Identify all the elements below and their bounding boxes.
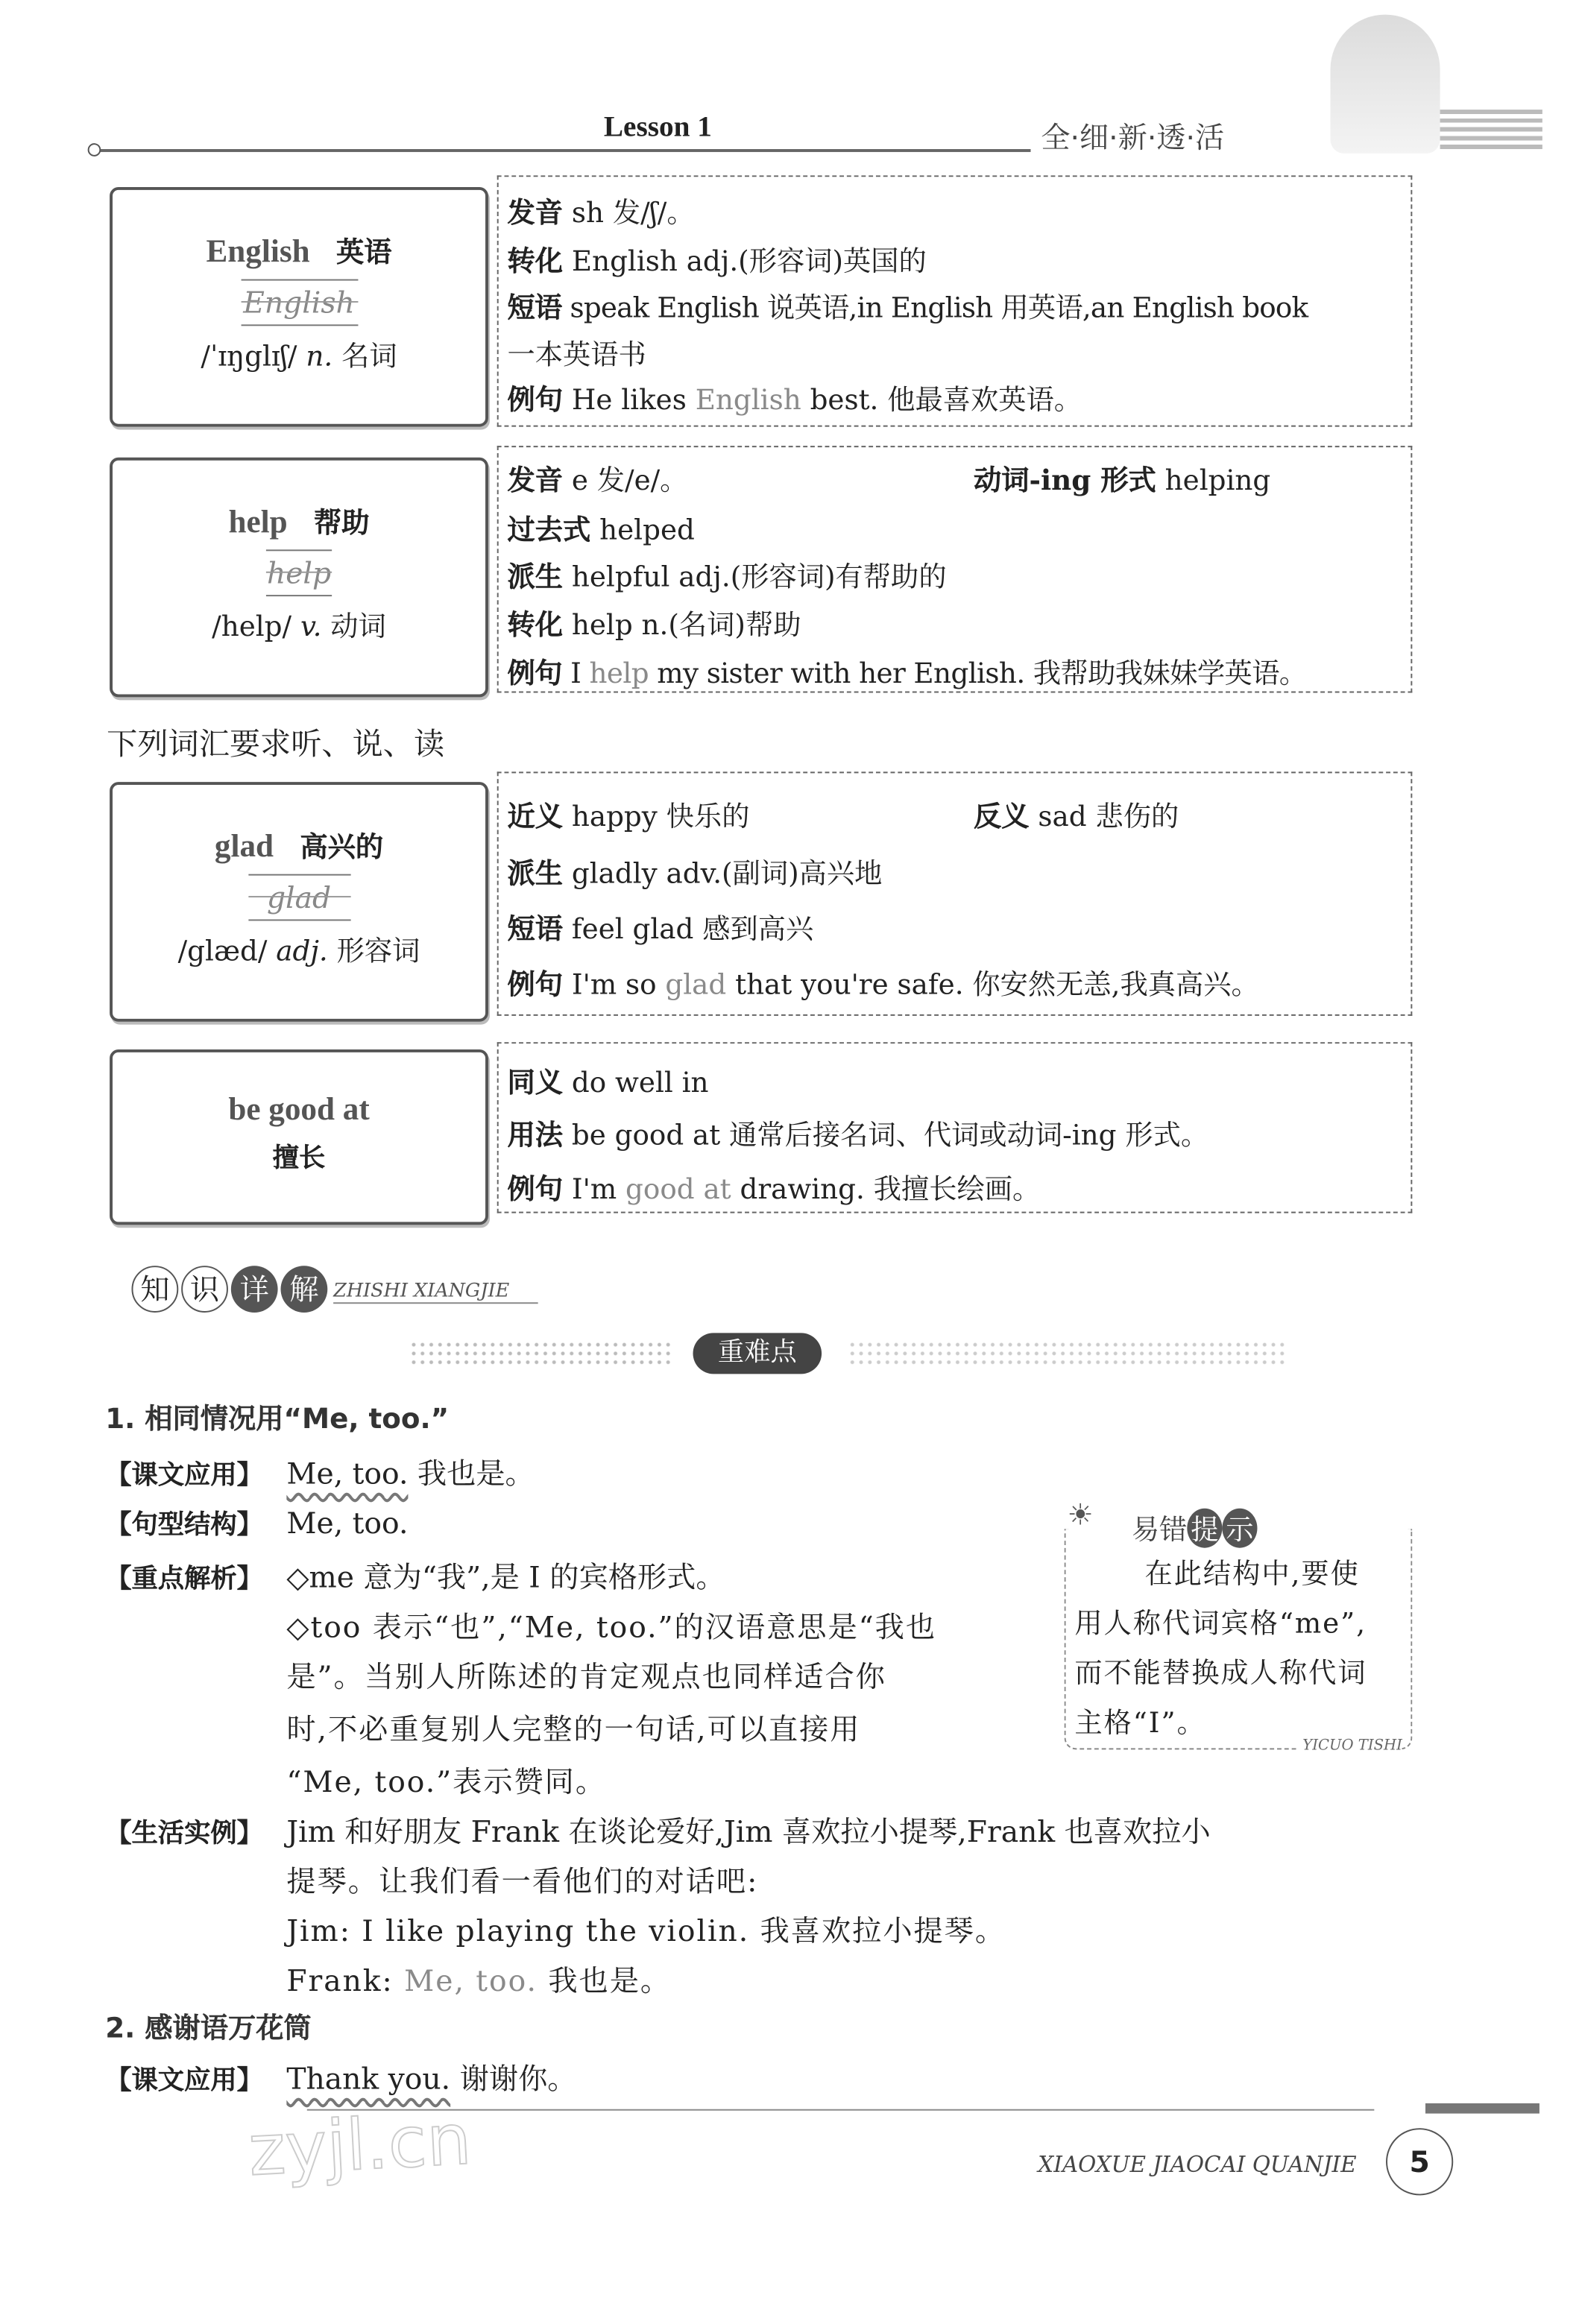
handwriting-sample: glad [248, 874, 350, 921]
example-en: Me, too. [286, 1456, 409, 1491]
section-title [131, 1266, 327, 1313]
detail-box-be-good-at [497, 1042, 1413, 1213]
label: 发音 [507, 464, 564, 497]
word-card-be-good-at [110, 1049, 488, 1225]
handwriting-sample: English [241, 280, 358, 326]
title-char: 解 [281, 1266, 328, 1313]
tip-badge: 示 [1222, 1509, 1257, 1548]
title-char: 详 [231, 1266, 278, 1313]
label: 例句 [507, 969, 564, 1002]
footer-rule [307, 2109, 1375, 2111]
text: be good at 通常后接名词、代词或动词-ing 形式。 [571, 1120, 1209, 1152]
pos: adj. [276, 935, 328, 968]
label: 发音 [507, 197, 564, 230]
dotted-band-right [848, 1340, 1286, 1366]
example-cn: 我也是。 [408, 1456, 535, 1491]
example-cn: 谢谢你。 [450, 2061, 577, 2097]
text: helpful adj.(形容词)有帮助的 [571, 561, 947, 594]
label: 派生 [507, 858, 564, 891]
tip-pinyin: YICUO TISHI [1298, 1738, 1402, 1755]
pos-cn: 名词 [341, 340, 397, 373]
text: I [570, 657, 590, 690]
text: my sister with her English. 我帮助我妹妹学英语。 [648, 657, 1307, 690]
dialogue-frank [286, 1957, 671, 2000]
label: 转化 [507, 245, 564, 278]
label: 例句 [507, 657, 562, 690]
speaker: Frank: [286, 1963, 405, 1998]
text: do well in [571, 1067, 709, 1099]
word: glad [214, 827, 274, 864]
header-rule-dot [88, 143, 101, 157]
tip-line: 主格“I”。 [1074, 1707, 1206, 1740]
header-stripes [1440, 110, 1542, 151]
detail-box-glad [497, 771, 1413, 1015]
header-rule [95, 149, 1030, 152]
text: happy 快乐的 [571, 801, 750, 833]
word-meaning: 擅长 [272, 1143, 326, 1174]
example-en: Thank you. [286, 2061, 451, 2097]
dotted-band-left [409, 1340, 672, 1366]
word-meaning: 帮助 [313, 507, 370, 540]
word: help [228, 502, 288, 540]
text: He likes [571, 384, 696, 417]
tip-line: 在此结构中,要使 [1144, 1558, 1360, 1591]
highlight: English [695, 384, 801, 417]
label: 近义 [507, 801, 564, 833]
pos: v. [300, 610, 322, 643]
text: sad 悲伤的 [1038, 801, 1179, 833]
analysis-line: 是”。当别人所陈述的肯定观点也同样适合你 [286, 1658, 886, 1694]
label: 【课文应用】 [105, 1460, 263, 1491]
pos: n. [306, 340, 333, 373]
phonetic: /glæd/ [177, 935, 268, 968]
tip-line: 用人称代词宾格“me”, [1074, 1608, 1367, 1641]
label: 【句型结构】 [105, 1509, 263, 1541]
title-char: 知 [131, 1266, 178, 1313]
word-card-glad [110, 782, 488, 1022]
text: 一本英语书 [507, 338, 646, 372]
label: 过去式 [507, 514, 591, 547]
label: 同义 [507, 1067, 564, 1099]
pos-cn: 动词 [330, 610, 386, 643]
phonetic: /help/ [212, 610, 292, 643]
footer-bar [1425, 2103, 1539, 2114]
structure: Me, too. [286, 1505, 409, 1541]
tip-badge: 提 [1187, 1509, 1222, 1548]
text: that you're safe. 你安然无恙,我真高兴。 [726, 969, 1259, 1002]
detail-box-english [497, 175, 1413, 426]
word-meaning: 高兴的 [300, 831, 384, 864]
label: 短语 [507, 913, 564, 946]
label: 例句 [507, 1173, 564, 1206]
label: 【课文应用】 [105, 2065, 263, 2097]
label: 短语 [507, 292, 562, 325]
label: 【重点解析】 [105, 1564, 263, 1595]
text: helped [599, 514, 695, 547]
text: best. 他最喜欢英语。 [801, 384, 1082, 417]
point-2-title: 2. 感谢语万花筒 [105, 2012, 312, 2045]
highlight: help [589, 657, 649, 690]
label: 用法 [507, 1120, 564, 1152]
word: English [206, 232, 310, 269]
analysis-line: ◇me 意为“我”,是 I 的宾格形式。 [286, 1559, 725, 1595]
text: feel glad 感到高兴 [571, 913, 814, 946]
label: 反义 [974, 801, 1030, 833]
title-char: 识 [181, 1266, 228, 1313]
analysis-line: “Me, too.”表示赞同。 [286, 1763, 607, 1799]
highlight: good at [625, 1173, 731, 1206]
text: help n.(名词)帮助 [571, 609, 801, 642]
handwriting-sample: help [266, 549, 332, 596]
label: 例句 [507, 384, 564, 417]
text: speak English 说英语,in English 用英语,an English book [570, 292, 1308, 325]
phonetic: /ˈɪŋglɪʃ/ [201, 340, 297, 373]
listen-heading: 下列词汇要求听、说、读 [107, 726, 445, 762]
word-card-english [110, 187, 488, 427]
text: I'm so [571, 969, 666, 1002]
watermark: zyjl.cn [246, 2099, 473, 2193]
page-number: 5 [1386, 2128, 1453, 2195]
point-1-title: 1. 相同情况用“Me, too.” [105, 1403, 450, 1436]
dialogue-jim: Jim: I like playing the violin. 我喜欢拉小提琴。 [286, 1913, 1006, 1949]
text: e 发/e/。 [571, 464, 688, 497]
text: gladly adv.(副词)高兴地 [571, 858, 883, 891]
analysis-line: ◇too 表示“也”,“Me, too.”的汉语意思是“我也 [286, 1609, 937, 1645]
difficulty-badge: 重难点 [693, 1333, 822, 1374]
text: 我也是。 [537, 1963, 672, 1998]
pos-cn: 形容词 [336, 935, 420, 968]
lesson-title: Lesson 1 [603, 111, 712, 144]
analysis-line: 时,不必重复别人完整的一句话,可以直接用 [286, 1711, 861, 1747]
footer-text: XIAOXUE JIAOCAI QUANJIE [1038, 2151, 1357, 2178]
tip-line: 而不能替换成人称代词 [1074, 1657, 1367, 1690]
book-logo-icon [1331, 15, 1440, 154]
highlight: glad [665, 969, 727, 1002]
life-line: Jim 和好朋友 Frank 在谈论爱好,Jim 喜欢拉小提琴,Frank 也喜欢拉小 [286, 1813, 1211, 1849]
label: 派生 [507, 561, 564, 594]
label: 【生活实例】 [105, 1818, 263, 1849]
highlight: Me, too. [404, 1963, 538, 1998]
header-motto: 全·细·新·透·活 [1041, 119, 1225, 155]
text: sh 发/ʃ/。 [571, 197, 695, 230]
label: 动词-ing 形式 [974, 464, 1156, 497]
text: I'm [571, 1173, 626, 1206]
tip-title-text: 易错 [1131, 1514, 1188, 1547]
tip-box [1065, 1529, 1413, 1749]
text: helping [1164, 464, 1271, 497]
lightbulb-book-icon: ☀ [1067, 1497, 1094, 1532]
detail-box-help [497, 446, 1413, 692]
word: be good at [228, 1090, 370, 1127]
section-pinyin: ZHISHI XIANGJIE [333, 1281, 538, 1304]
label: 转化 [507, 609, 564, 642]
word-meaning: 英语 [335, 236, 392, 269]
life-line: 提琴。让我们看一看他们的对话吧: [286, 1863, 759, 1899]
word-card-help [110, 458, 488, 698]
text: drawing. 我擅长绘画。 [731, 1173, 1041, 1206]
text: English adj.(形容词)英国的 [571, 245, 927, 278]
